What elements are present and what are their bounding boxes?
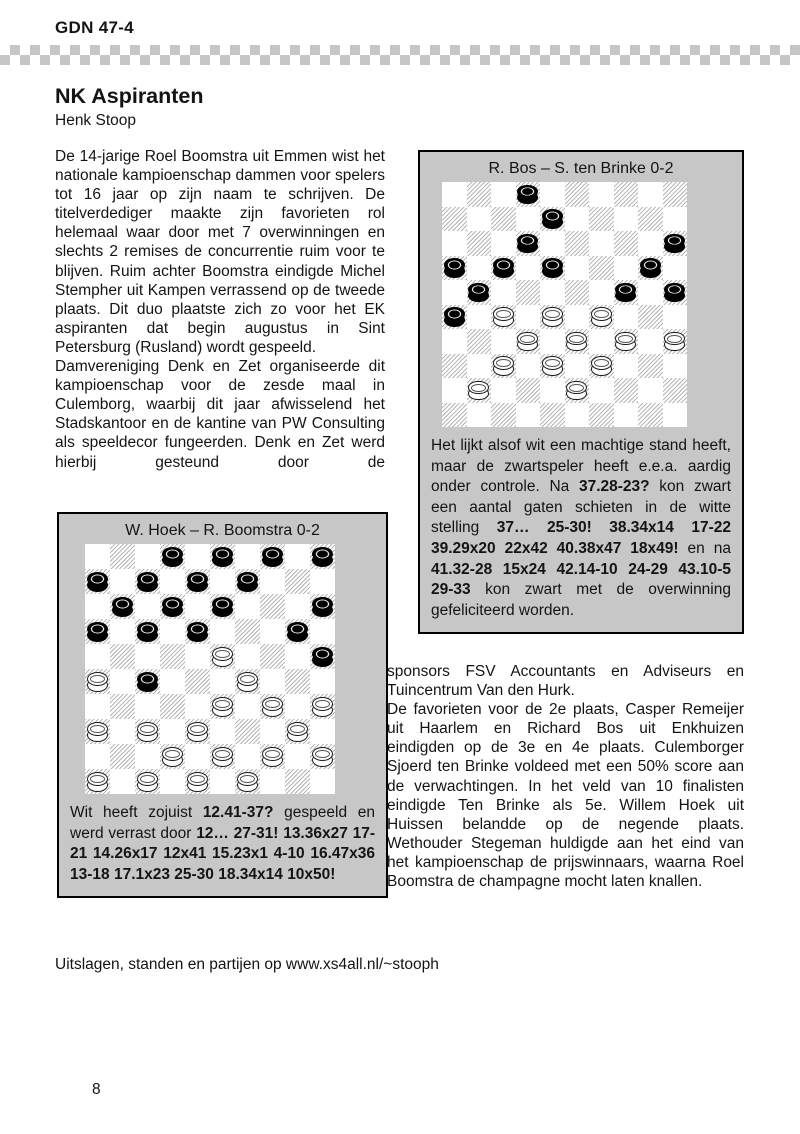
board-square — [310, 594, 335, 619]
draughts-board — [85, 544, 335, 794]
board-square — [442, 329, 467, 354]
board-square — [442, 403, 467, 428]
paragraph: Damvereniging Denk en Zet organiseerde dit kampioenschap voor de zesde maal in Culemborg, waarbij dit jaar afwisselend het Stadskantoor en de kantine van PW Consulting als speeldecor fungeerden. Denk en Zet werd hierbij gesteund door de — [55, 358, 385, 471]
board-square — [589, 354, 614, 379]
white-man-icon — [237, 672, 258, 692]
board-square — [589, 378, 614, 403]
board-square — [589, 305, 614, 330]
white-man-icon — [212, 747, 233, 767]
white-man-icon — [615, 332, 636, 352]
board-square — [467, 280, 492, 305]
board-square — [663, 231, 688, 256]
board-square — [210, 569, 235, 594]
board-square — [467, 378, 492, 403]
board-square — [663, 207, 688, 232]
board-square — [85, 569, 110, 594]
board-square — [614, 354, 639, 379]
diagram-analysis — [70, 803, 375, 885]
white-man-icon — [312, 747, 333, 767]
board-square — [135, 744, 160, 769]
board-square — [285, 694, 310, 719]
board-square — [110, 644, 135, 669]
black-man-icon — [87, 572, 108, 592]
board-square — [185, 594, 210, 619]
board-square — [110, 569, 135, 594]
board-square — [135, 769, 160, 794]
board-square — [663, 182, 688, 207]
board-square — [638, 280, 663, 305]
board-square — [516, 305, 541, 330]
black-man-icon — [542, 209, 563, 229]
board-square — [467, 403, 492, 428]
board-square — [260, 569, 285, 594]
board-square — [516, 403, 541, 428]
board-square — [467, 354, 492, 379]
board-square — [210, 644, 235, 669]
paragraph: De favorieten voor de 2e plaats, Casper Remeijer uit Haarlem en Richard Bos uit Enkhuizen eindigden op de 3e en 4e plaats. Culemborger Sjoerd ten Brinke voldeed met een 50% score aan de verwachtingen. In het veld van 10 finalisten eindigde Ten Brinke als 5e. Willem Hoek uit Huissen belandde op de negende plaats. Wethouder Stegeman huldigde aan het eind van het kampioenschap de prijswinnaars, waarna Roel Boomstra de champagne mocht laten knallen. — [387, 701, 744, 891]
board-square — [491, 329, 516, 354]
board-square — [135, 569, 160, 594]
board-square — [235, 669, 260, 694]
white-man-icon — [162, 747, 183, 767]
board-square — [110, 544, 135, 569]
board-square — [663, 305, 688, 330]
board-square — [160, 569, 185, 594]
board-square — [491, 231, 516, 256]
white-man-icon — [493, 356, 514, 376]
board-square — [160, 694, 185, 719]
black-man-icon — [137, 572, 158, 592]
board-square — [663, 256, 688, 281]
board-square — [235, 744, 260, 769]
board-square — [210, 694, 235, 719]
board-square — [565, 403, 590, 428]
analysis-text: kon zwart met de overwinning gefeliciteerd worden. — [431, 581, 731, 619]
board-square — [310, 744, 335, 769]
board-square — [663, 280, 688, 305]
board-square — [565, 231, 590, 256]
board-square — [663, 329, 688, 354]
black-man-icon — [187, 622, 208, 642]
black-man-icon — [212, 547, 233, 567]
board-square — [310, 569, 335, 594]
board-square — [85, 544, 110, 569]
board-square — [540, 354, 565, 379]
board-square — [110, 619, 135, 644]
board-square — [491, 256, 516, 281]
board-square — [442, 378, 467, 403]
board-square — [160, 594, 185, 619]
board-square — [540, 256, 565, 281]
board-square — [210, 594, 235, 619]
board-square — [467, 182, 492, 207]
board-square — [638, 231, 663, 256]
board-square — [565, 329, 590, 354]
board-square — [442, 182, 467, 207]
board-square — [614, 231, 639, 256]
board-square — [235, 644, 260, 669]
board-square — [285, 619, 310, 644]
board-square — [110, 594, 135, 619]
white-man-icon — [187, 722, 208, 742]
board-square — [260, 769, 285, 794]
board-square — [285, 769, 310, 794]
board-square — [638, 182, 663, 207]
board-square — [638, 329, 663, 354]
black-man-icon — [542, 258, 563, 278]
board-square — [185, 619, 210, 644]
white-man-icon — [87, 672, 108, 692]
analysis-text: Wit heeft zojuist — [70, 804, 203, 821]
white-man-icon — [212, 647, 233, 667]
page-number: 8 — [92, 1081, 101, 1098]
board-square — [210, 669, 235, 694]
board-square — [110, 669, 135, 694]
paragraph: sponsors FSV Accountants en Adviseurs en Tuincentrum Van den Hurk. — [387, 663, 744, 700]
board-square — [235, 619, 260, 644]
board-square — [614, 280, 639, 305]
board-square — [565, 182, 590, 207]
white-man-icon — [237, 772, 258, 792]
black-man-icon — [640, 258, 661, 278]
board-square — [260, 719, 285, 744]
black-man-icon — [287, 622, 308, 642]
black-man-icon — [212, 597, 233, 617]
board-square — [663, 378, 688, 403]
board-square — [565, 256, 590, 281]
black-man-icon — [312, 547, 333, 567]
board-square — [285, 644, 310, 669]
board-square — [135, 544, 160, 569]
analysis-text: en na — [678, 539, 731, 557]
board-square — [467, 231, 492, 256]
board-square — [185, 769, 210, 794]
white-man-icon — [542, 356, 563, 376]
black-man-icon — [87, 622, 108, 642]
white-man-icon — [542, 307, 563, 327]
board-square — [467, 207, 492, 232]
board-square — [614, 256, 639, 281]
board-square — [285, 719, 310, 744]
board-square — [467, 256, 492, 281]
board-square — [160, 719, 185, 744]
board-square — [260, 669, 285, 694]
analysis-text: gespeeld en werd verrast door — [70, 804, 375, 842]
board-square — [285, 569, 310, 594]
board-square — [235, 569, 260, 594]
board-square — [663, 354, 688, 379]
board-square — [638, 403, 663, 428]
board-square — [260, 744, 285, 769]
black-man-icon — [262, 547, 283, 567]
board-square — [260, 544, 285, 569]
board-square — [442, 280, 467, 305]
white-man-icon — [262, 697, 283, 717]
board-square — [614, 305, 639, 330]
board-square — [210, 744, 235, 769]
board-square — [540, 182, 565, 207]
black-man-icon — [312, 597, 333, 617]
board-square — [210, 719, 235, 744]
board-square — [638, 354, 663, 379]
board-square — [285, 544, 310, 569]
board-square — [663, 403, 688, 428]
white-man-icon — [312, 697, 333, 717]
board-square — [516, 207, 541, 232]
black-man-icon — [493, 258, 514, 278]
board-square — [185, 719, 210, 744]
board-square — [516, 182, 541, 207]
board-square — [442, 305, 467, 330]
board-square — [210, 544, 235, 569]
black-man-icon — [468, 283, 489, 303]
board-square — [235, 544, 260, 569]
board-square — [491, 403, 516, 428]
left-column-text — [55, 147, 385, 472]
board-square — [235, 769, 260, 794]
board-square — [110, 719, 135, 744]
analysis-text: Het lijkt alsof wit een machtige stand heeft, maar de zwartspeler heeft e.e.a. aardig onder controle. Na — [431, 437, 731, 496]
board-square — [638, 207, 663, 232]
white-man-icon — [493, 307, 514, 327]
board-square — [135, 719, 160, 744]
board-square — [467, 305, 492, 330]
diagram-caption: R. Bos – S. ten Brinke 0-2 — [488, 160, 674, 177]
board-square — [85, 594, 110, 619]
right-column-text — [387, 662, 744, 891]
board-square — [491, 378, 516, 403]
board-square — [85, 669, 110, 694]
board-square — [85, 619, 110, 644]
board-square — [185, 544, 210, 569]
article-title: NK Aspiranten — [55, 84, 204, 108]
black-man-icon — [162, 597, 183, 617]
board-square — [310, 694, 335, 719]
white-man-icon — [212, 697, 233, 717]
board-square — [135, 694, 160, 719]
black-man-icon — [162, 547, 183, 567]
board-square — [160, 544, 185, 569]
board-square — [491, 207, 516, 232]
board-square — [85, 644, 110, 669]
board-square — [260, 594, 285, 619]
board-square — [285, 594, 310, 619]
board-square — [160, 669, 185, 694]
board-square — [540, 207, 565, 232]
board-square — [260, 694, 285, 719]
board-square — [135, 669, 160, 694]
diagram-caption: W. Hoek – R. Boomstra 0-2 — [125, 522, 320, 539]
board-square — [85, 744, 110, 769]
board-square — [565, 305, 590, 330]
analysis-text: kon zwart een aantal gaten schieten in de witte stelling — [431, 478, 732, 537]
board-square — [260, 644, 285, 669]
board-square — [540, 403, 565, 428]
diagram-analysis — [431, 436, 731, 621]
board-square — [110, 744, 135, 769]
paragraph: De 14-jarige Roel Boomstra uit Emmen wist het nationale kampioenschap dammen voor spelers tot 16 jaar op zijn naam te schrijven. De titelverdediger maakte zijn favorieten rol helemaal waar door met 7 overwinningen en slechts 2 remises de concurrentie ruim voor te blijven. Ruim achter Boomstra eindigde Michel Stempher uit Kampen verrassend op de tweede plaats. Dit duo plaatste zich zo voor het EK aspiranten dat begin augustus in Sint Petersburg (Rusland) wordt gespeeld. — [55, 148, 385, 356]
board-square — [516, 231, 541, 256]
white-man-icon — [137, 722, 158, 742]
board-square — [442, 207, 467, 232]
board-square — [589, 207, 614, 232]
white-man-icon — [137, 772, 158, 792]
board-square — [185, 744, 210, 769]
board-square — [160, 644, 185, 669]
board-square — [589, 256, 614, 281]
move-notation: 37.28-23? — [578, 478, 650, 496]
board-square — [565, 354, 590, 379]
board-square — [540, 378, 565, 403]
black-man-icon — [187, 572, 208, 592]
board-square — [491, 182, 516, 207]
board-square — [310, 769, 335, 794]
black-man-icon — [137, 622, 158, 642]
white-man-icon — [664, 332, 685, 352]
board-square — [540, 305, 565, 330]
white-man-icon — [287, 722, 308, 742]
board-square — [135, 644, 160, 669]
board-square — [135, 594, 160, 619]
board-square — [491, 305, 516, 330]
board-square — [185, 694, 210, 719]
board-square — [310, 544, 335, 569]
move-notation: 12… 27-31! 13.36x27 17-21 14.26x17 12x41 15.23x1 4-10 16.47x36 13-18 17.1x23 25-30 18.34x14 10x50! — [70, 824, 375, 883]
board-square — [565, 280, 590, 305]
board-square — [614, 182, 639, 207]
black-man-icon — [312, 647, 333, 667]
article-author: Henk Stoop — [55, 112, 136, 129]
board-square — [310, 719, 335, 744]
white-man-icon — [262, 747, 283, 767]
diagram-hoek-boomstra — [57, 512, 388, 898]
black-man-icon — [517, 185, 538, 205]
white-man-icon — [566, 381, 587, 401]
board-square — [614, 207, 639, 232]
board-square — [589, 182, 614, 207]
black-man-icon — [137, 672, 158, 692]
board-square — [260, 619, 285, 644]
board-square — [516, 329, 541, 354]
board-square — [638, 305, 663, 330]
black-man-icon — [517, 234, 538, 254]
black-man-icon — [664, 283, 685, 303]
board-square — [638, 378, 663, 403]
board-square — [565, 207, 590, 232]
board-square — [185, 644, 210, 669]
board-square — [85, 694, 110, 719]
white-man-icon — [566, 332, 587, 352]
white-man-icon — [187, 772, 208, 792]
board-square — [491, 280, 516, 305]
white-man-icon — [591, 307, 612, 327]
black-man-icon — [664, 234, 685, 254]
move-notation: 12.41-37? — [202, 804, 274, 821]
board-square — [310, 644, 335, 669]
board-square — [516, 378, 541, 403]
board-square — [160, 744, 185, 769]
board-square — [285, 669, 310, 694]
white-man-icon — [591, 356, 612, 376]
board-square — [160, 619, 185, 644]
board-square — [442, 231, 467, 256]
board-square — [540, 231, 565, 256]
move-notation: 37… 25-30! 38.34x14 17-22 39.29x20 22x42 40.38x47 18x49! — [431, 519, 731, 557]
board-square — [235, 694, 260, 719]
board-square — [614, 403, 639, 428]
draughts-board — [442, 182, 687, 427]
board-square — [185, 669, 210, 694]
move-notation: 41.32-28 15x24 42.14-10 24-29 43.10-5 29-33 — [431, 560, 731, 599]
black-man-icon — [444, 258, 465, 278]
board-square — [235, 719, 260, 744]
white-man-icon — [87, 722, 108, 742]
board-square — [185, 569, 210, 594]
board-square — [589, 403, 614, 428]
diagram-bos-tenbrinke — [418, 150, 744, 634]
board-square — [614, 329, 639, 354]
board-square — [310, 619, 335, 644]
white-man-icon — [468, 381, 489, 401]
board-square — [442, 256, 467, 281]
black-man-icon — [444, 307, 465, 327]
black-man-icon — [237, 572, 258, 592]
board-square — [516, 354, 541, 379]
board-square — [589, 231, 614, 256]
board-square — [110, 769, 135, 794]
board-square — [516, 280, 541, 305]
results-url-line: Uitslagen, standen en partijen op www.xs4all.nl/~stooph — [55, 956, 439, 973]
board-square — [491, 354, 516, 379]
board-square — [614, 378, 639, 403]
board-square — [210, 769, 235, 794]
black-man-icon — [615, 283, 636, 303]
board-square — [85, 719, 110, 744]
white-man-icon — [517, 332, 538, 352]
board-square — [235, 594, 260, 619]
board-square — [442, 354, 467, 379]
black-man-icon — [112, 597, 133, 617]
board-square — [638, 256, 663, 281]
board-square — [210, 619, 235, 644]
board-square — [85, 769, 110, 794]
board-square — [540, 280, 565, 305]
board-square — [565, 378, 590, 403]
journal-header: GDN 47-4 — [55, 18, 134, 37]
board-square — [110, 694, 135, 719]
board-square — [589, 280, 614, 305]
board-square — [589, 329, 614, 354]
board-square — [310, 669, 335, 694]
board-square — [135, 619, 160, 644]
board-square — [285, 744, 310, 769]
board-square — [160, 769, 185, 794]
board-square — [467, 329, 492, 354]
board-square — [516, 256, 541, 281]
board-square — [540, 329, 565, 354]
checkered-divider — [0, 45, 800, 65]
white-man-icon — [87, 772, 108, 792]
